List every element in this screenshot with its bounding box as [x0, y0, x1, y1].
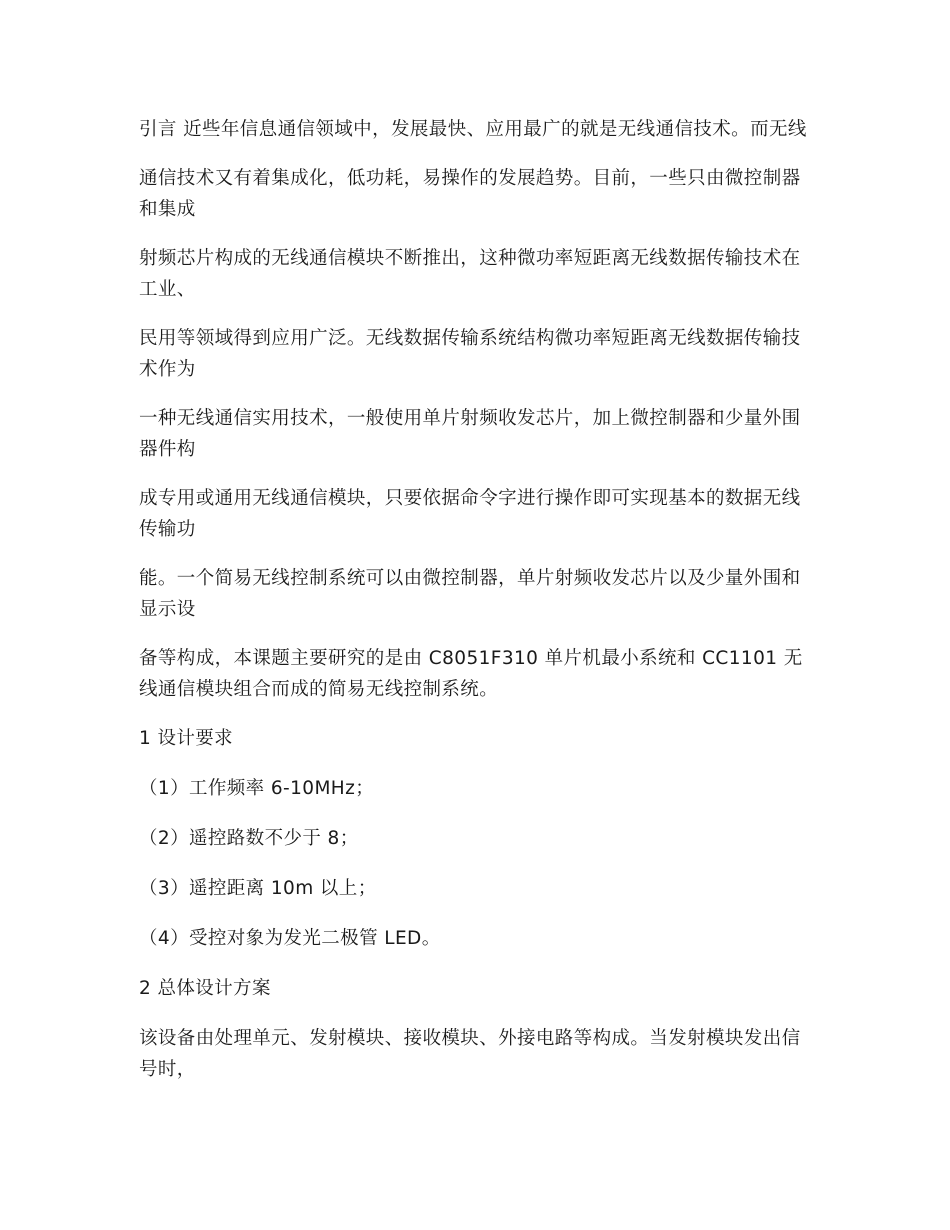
- paragraph-intro-1: 引言 近些年信息通信领域中，发展最快、应用最广的就是无线通信技术。而无线: [139, 119, 807, 140]
- paragraph-intro-3: 射频芯片构成的无线通信模块不断推出，这种微功率短距离无线数据传输技术在工业、: [139, 248, 801, 300]
- paragraph-intro-6: 成专用或通用无线通信模块，只要依据命令字进行操作即可实现基本的数据无线传输功: [139, 488, 801, 540]
- paragraph-intro-8: 备等构成，本课题主要研究的是由 C8051F310 单片机最小系统和 CC1101 无线通信模块组合而成的简易无线控制系统。: [139, 648, 803, 700]
- paragraph-intro-2: 通信技术又有着集成化，低功耗，易操作的发展趋势。目前，一些只由微控制器和集成: [139, 168, 801, 220]
- paragraph-intro-4: 民用等领域得到应用广泛。无线数据传输系统结构微功率短距离无线数据传输技术作为: [139, 328, 801, 380]
- paragraph-intro-5: 一种无线通信实用技术，一般使用单片射频收发芯片，加上微控制器和少量外围器件构: [139, 408, 801, 460]
- section-heading-design-requirements: 1 设计要求: [139, 728, 234, 749]
- requirement-item-3: （3）遥控距离 10m 以上；: [139, 878, 377, 899]
- paragraph-overall-design: 该设备由处理单元、发射模块、接收模块、外接电路等构成。当发射模块发出信号时，: [139, 1028, 801, 1080]
- paragraph-intro-7: 能。一个简易无线控制系统可以由微控制器，单片射频收发芯片以及少量外围和显示设: [139, 568, 801, 620]
- requirement-item-2: （2）遥控路数不少于 8；: [139, 828, 359, 849]
- requirement-item-1: （1）工作频率 6-10MHz；: [139, 778, 375, 799]
- requirement-item-4: （4）受控对象为发光二极管 LED。: [139, 928, 441, 949]
- section-heading-overall-design: 2 总体设计方案: [139, 978, 271, 999]
- document-body: [139, 114, 811, 1103]
